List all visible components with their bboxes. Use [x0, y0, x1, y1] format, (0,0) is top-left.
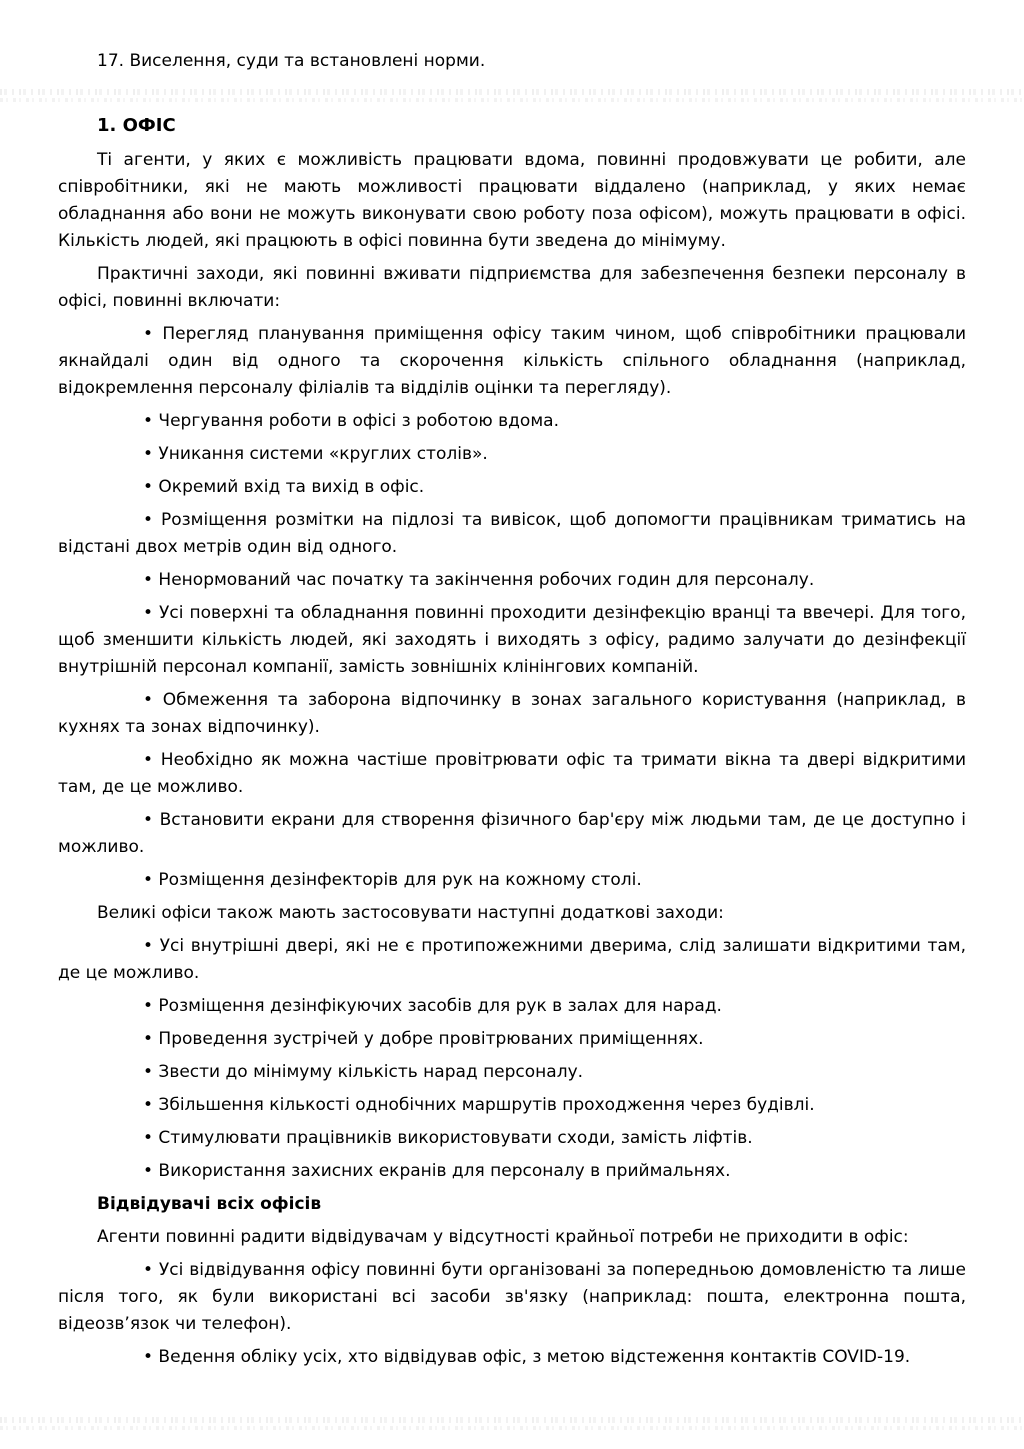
- paragraph: Агенти повинні радити відвідувачам у відсутності крайньої потреби не приходити в офіс:: [97, 1227, 909, 1247]
- bullet-item: • Окремий вхід та вихід в офіс.: [143, 477, 425, 497]
- bullet-item: • Розміщення дезінфікуючих засобів для рук в залах для нарад.: [143, 996, 722, 1016]
- bullet-item: • Звести до мінімуму кількість нарад персоналу.: [143, 1062, 584, 1082]
- bullet-item: • Необхідно як можна частіше провітрювати офіс та тримати вікна та двері відкритими там, де це можливо.: [58, 750, 966, 797]
- bullet-item: • Встановити екрани для створення фізичного бар'єру між людьми там, де це доступно і можливо.: [58, 810, 966, 857]
- bullet-item: • Усі поверхні та обладнання повинні проходити дезінфекцію вранці та ввечері. Для того, щоб зменшити кількість людей, які заходять і виходять з офісу, радимо залучати до дезінфекції внутрішній персонал компанії, замість зовнішніх клінінгових компаній.: [58, 603, 966, 677]
- bullet-item: • Усі внутрішні двері, які не є протипожежними дверима, слід залишати відкритими там, де це можливо.: [58, 936, 966, 983]
- bullet-item: • Розміщення розмітки на підлозі та вивісок, щоб допомогти працівникам триматись на відстані двох метрів один від одного.: [58, 510, 966, 557]
- bullet-item: • Усі відвідування офісу повинні бути організовані за попередньою домовленістю та лише після того, як були використані всі засоби зв'язку (наприклад: пошта, електронна пошта, відеозв’язок чи телефон).: [58, 1260, 966, 1334]
- bullet-item: • Перегляд планування приміщення офісу таким чином, щоб співробітники працювали якнайдалі один від одного та скорочення кількість спільного обладнання (наприклад, відокремлення персоналу філіалів та відділів оцінки та перегляду).: [58, 324, 966, 398]
- bullet-item: • Використання захисних екранів для персоналу в приймальнях.: [143, 1161, 731, 1181]
- bullet-item: • Ненормований час початку та закінчення робочих годин для персоналу.: [143, 570, 815, 590]
- intro-line: 17. Виселення, суди та встановлені норми.: [97, 51, 486, 71]
- paragraph: Практичні заходи, які повинні вживати підприємства для забезпечення безпеки персоналу в офісі, повинні включати:: [58, 264, 966, 311]
- bullet-item: • Чергування роботи в офісі з роботою вдома.: [143, 411, 559, 431]
- bullet-item: • Уникання системи «круглих столів».: [143, 444, 488, 464]
- faded-watermark-band-bottom: [0, 1416, 1024, 1433]
- bullet-item: • Розміщення дезінфекторів для рук на кожному столі.: [143, 870, 642, 890]
- section-heading: 1. ОФІС: [97, 115, 176, 136]
- bullet-item: • Обмеження та заборона відпочинку в зонах загального користування (наприклад, в кухнях та зонах відпочинку).: [58, 690, 966, 737]
- bullet-item: • Збільшення кількості однобічних маршрутів проходження через будівлі.: [143, 1095, 815, 1115]
- paragraph: Ті агенти, у яких є можливість працювати вдома, повинні продовжувати це робити, але співробітники, які не мають можливості працювати віддалено (наприклад, у яких немає обладнання або вони не можуть виконувати свою роботу поза офісом), можуть працювати в офісі. Кількість людей, які працюють в офісі повинна бути зведена до мінімуму.: [58, 150, 966, 251]
- bullet-item: • Ведення обліку усіх, хто відвідував офіс, з метою відстеження контактів COVID-19.: [143, 1347, 911, 1367]
- paragraph: Великі офіси також мають застосовувати наступні додаткові заходи:: [97, 903, 724, 923]
- bullet-item: • Проведення зустрічей у добре провітрюваних приміщеннях.: [143, 1029, 704, 1049]
- bullet-item: • Стимулювати працівників використовувати сходи, замість ліфтів.: [143, 1128, 753, 1148]
- section-subheading: Відвідувачі всіх офісів: [97, 1194, 322, 1214]
